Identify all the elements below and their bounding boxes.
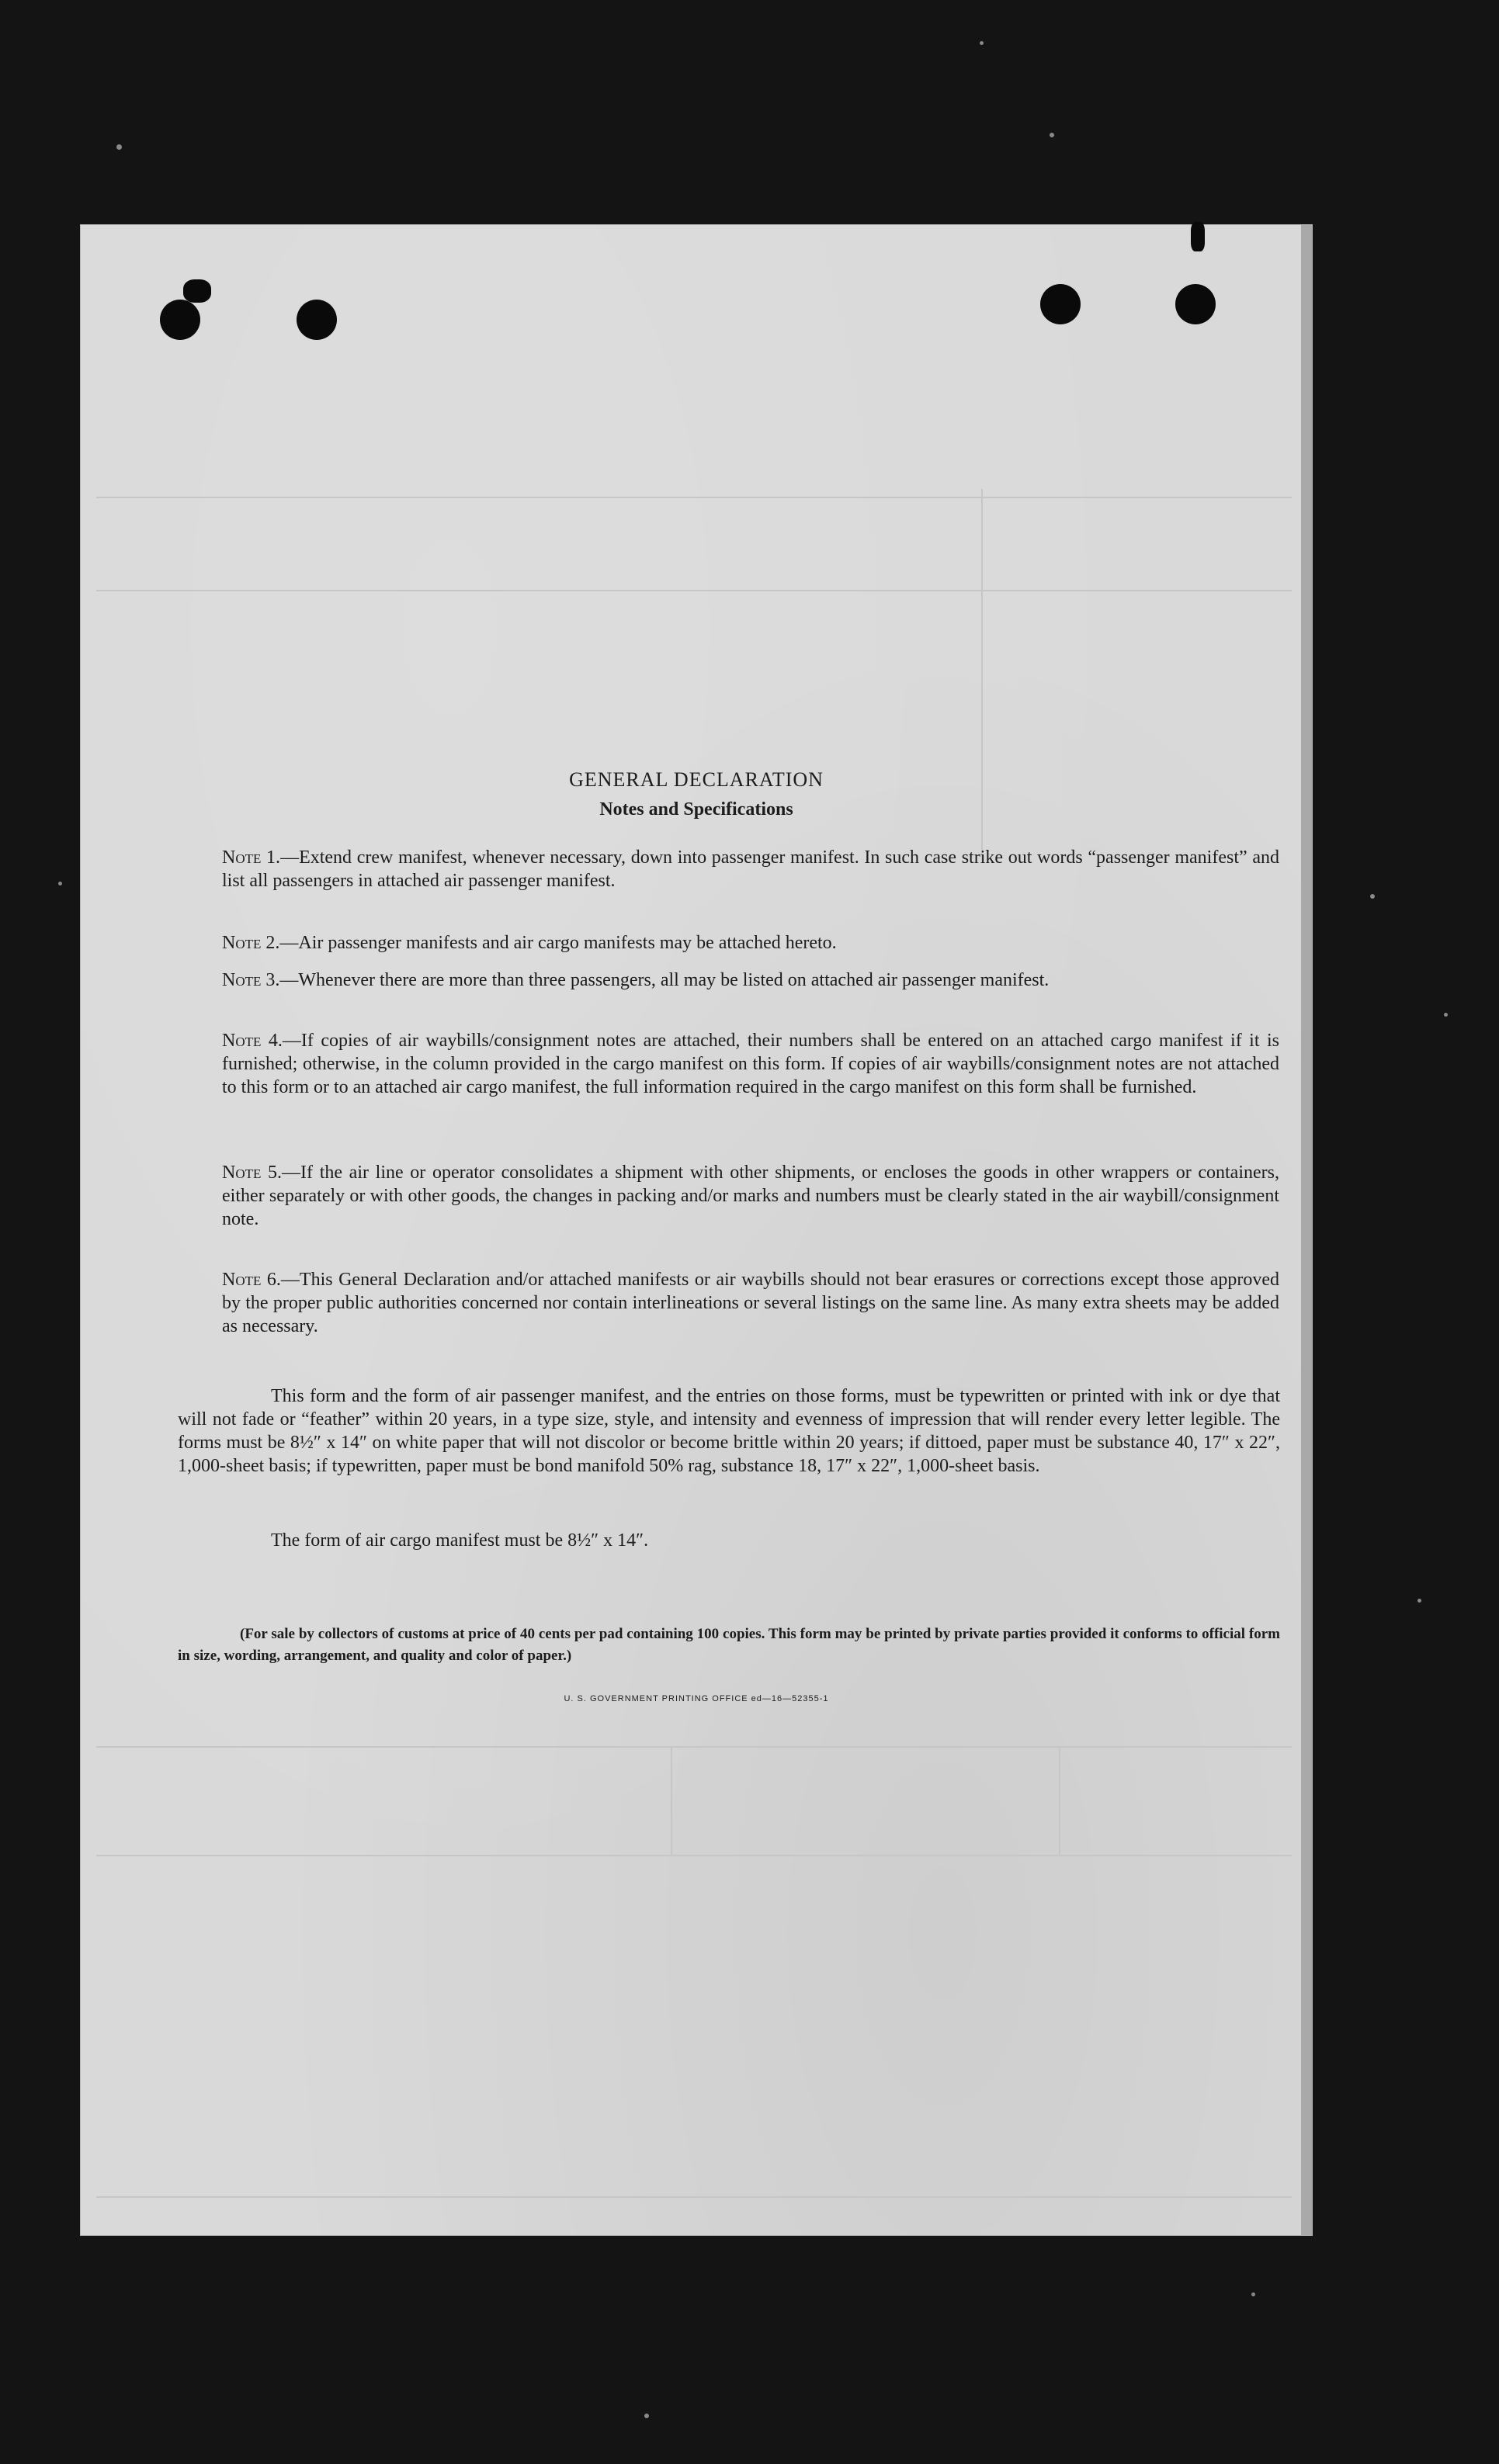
note-6	[222, 1268, 1279, 1338]
note-2-body: Air passenger manifests and air cargo manifests may be attached hereto.	[298, 933, 837, 953]
punch-hole	[1175, 284, 1216, 324]
note-1-body: Extend crew manifest, whenever necessary, down into passenger manifest. In such case strike out words “passenger manifest” and list all passengers in attached air passenger manifest.	[222, 847, 1279, 891]
note-4-text: Note 4.—If copies of air waybills/consignment notes are attached, their numbers shall be entered on an attached cargo manifest if it is furnished; otherwise, in the column provided in the cargo manifest on this form. If copies of air waybills/consignment notes are not attached to this form or to an attached air cargo manifest, the full information required in the cargo manifest on this form shall be furnished.	[222, 1031, 1280, 1097]
dust-speck	[1251, 2292, 1255, 2296]
dust-speck	[116, 144, 122, 150]
dust-speck	[1444, 1013, 1448, 1017]
note-2-label: Note 2.	[222, 933, 280, 953]
page-edge-shadow	[1301, 225, 1312, 2235]
bleed-through-rule	[96, 1855, 1292, 1856]
note-3	[222, 969, 1279, 992]
bleed-through-rule	[1059, 1746, 1060, 1855]
sale-notice: (For sale by collectors of customs at price of 40 cents per pad containing 100 copies. This form may be printed by private parties provided it conforms to official form in size, wording, arrangement, and quality and color of paper.)	[178, 1626, 1280, 1664]
ink-mark	[1191, 222, 1205, 251]
note-5-label: Note 5.	[222, 1163, 283, 1183]
note-2-text: Note 2.—Air passenger manifests and air cargo manifests may be attached hereto.	[222, 933, 837, 953]
dust-speck	[644, 2414, 649, 2418]
dust-speck	[58, 882, 62, 885]
bleed-through-rule	[96, 2196, 1292, 2198]
punch-hole	[160, 300, 200, 340]
bleed-through-rule	[96, 1746, 1292, 1748]
document-subtitle: Notes and Specifications	[599, 799, 793, 820]
document-page	[81, 225, 1312, 2235]
note-6-body: This General Declaration and/or attached manifests or air waybills should not bear erasures or corrections except those approved by the proper public authorities concerned nor contain interlineations or several listings on the same line. As many extra sheets may be added as necessary.	[222, 1270, 1279, 1336]
bleed-through-rule	[96, 590, 1292, 591]
note-4	[222, 1029, 1279, 1099]
printer-imprint: U. S. GOVERNMENT PRINTING OFFICE ed—16—52355-1	[564, 1694, 829, 1703]
note-4-body: If copies of air waybills/consignment notes are attached, their numbers shall be entered on an attached cargo manifest if it is furnished; otherwise, in the column provided in the cargo manifest on this form. If copies of air waybills/consignment notes are not attached to this form or to an attached air cargo manifest, the full information required in the cargo manifest on this form shall be furnished.	[222, 1031, 1280, 1097]
note-5	[222, 1161, 1279, 1231]
note-3-body: Whenever there are more than three passengers, all may be listed on attached air passenger manifest.	[298, 970, 1050, 990]
note-1	[222, 846, 1279, 892]
dust-speck	[1050, 133, 1054, 137]
note-1-text: Note 1.—Extend crew manifest, whenever necessary, down into passenger manifest. In such case strike out words “passenger manifest” and list all passengers in attached air passenger manifest.	[222, 847, 1279, 891]
punch-hole	[297, 300, 337, 340]
note-6-text: Note 6.—This General Declaration and/or attached manifests or air waybills should not bear erasures or corrections except those approved by the proper public authorities concerned nor contain interlineations or several listings on the same line. As many extra sheets may be added as necessary.	[222, 1270, 1279, 1336]
note-5-body: If the air line or operator consolidates a shipment with other shipments, or encloses the goods in other wrappers or containers, either separately or with other goods, the changes in packing and/or marks and numbers must be clearly stated in the air waybill/consignment note.	[222, 1163, 1279, 1229]
punch-hole-notch	[183, 279, 211, 303]
note-3-text: Note 3.—Whenever there are more than three passengers, all may be listed on attached air passenger manifest.	[222, 970, 1050, 990]
note-4-label: Note 4.	[222, 1031, 283, 1051]
note-6-label: Note 6.	[222, 1270, 281, 1290]
note-2	[222, 931, 1279, 955]
note-3-label: Note 3.	[222, 970, 280, 990]
note-1-label: Note 1.	[222, 847, 281, 868]
bleed-through-rule	[671, 1746, 672, 1855]
punch-hole	[1040, 284, 1081, 324]
dust-speck	[980, 41, 984, 45]
note-5-text: Note 5.—If the air line or operator consolidates a shipment with other shipments, or encloses the goods in other wrappers or containers, either separately or with other goods, the changes in packing and/or marks and numbers must be clearly stated in the air waybill/consignment note.	[222, 1163, 1279, 1229]
dust-speck	[1370, 894, 1375, 899]
cargo-manifest-size-line: The form of air cargo manifest must be 8½″ x 14″.	[271, 1530, 649, 1551]
document-title: GENERAL DECLARATION	[569, 768, 824, 791]
dust-speck	[1417, 1599, 1421, 1603]
specification-paragraph: This form and the form of air passenger manifest, and the entries on those forms, must be typewritten or printed with ink or dye that will not fade or “feather” within 20 years, in a type size, style, and intensity and evenness of impression that will render every letter legible. The forms must be 8½″ x 14″ on white paper that will not discolor or become brittle within 20 years; if dittoed, paper must be substance 40, 17″ x 22″, 1,000-sheet basis; if typewritten, paper must be bond manifold 50% rag, substance 18, 17″ x 22″, 1,000-sheet basis.	[178, 1386, 1280, 1476]
bleed-through-rule	[96, 497, 1292, 498]
